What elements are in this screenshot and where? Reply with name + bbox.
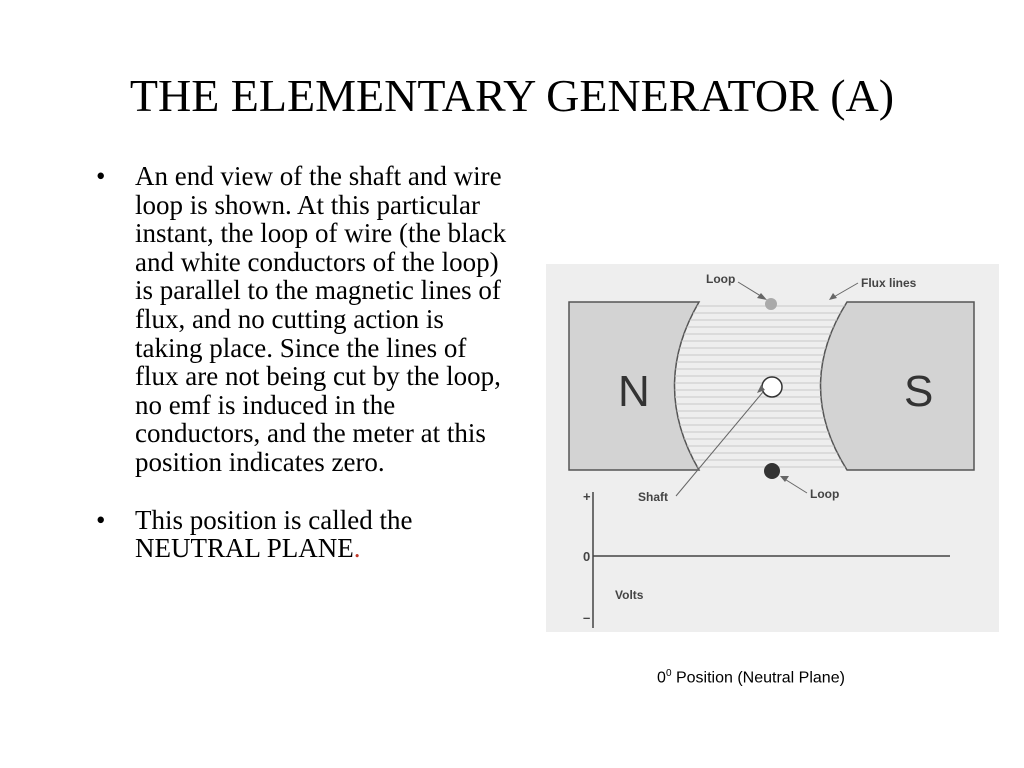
flux-lines-label: Flux lines [861, 276, 917, 290]
bullet-text: This position is called the NEUTRAL PLANE [135, 504, 413, 564]
caption-text: Position (Neutral Plane) [671, 669, 845, 687]
bullet-list [96, 162, 516, 563]
figure-caption [546, 663, 956, 689]
bullet-dot-icon: • [96, 504, 106, 535]
shaft-icon [762, 377, 782, 397]
loop-top-label: Loop [706, 272, 736, 286]
south-label: S [904, 367, 934, 416]
south-pole [821, 302, 975, 470]
volts-label: Volts [615, 588, 644, 602]
axis-minus-label: – [583, 610, 591, 625]
generator-figure [546, 264, 999, 632]
bullet-item [96, 162, 516, 477]
bullet-item [96, 506, 516, 563]
caption-degree-sup: 0 [665, 668, 672, 679]
shaft-label: Shaft [638, 490, 668, 504]
loop-bottom-label: Loop [810, 487, 840, 501]
slide-title: THE ELEMENTARY GENERATOR (A) [129, 70, 895, 121]
north-label: N [618, 367, 650, 416]
bullet-period: . [353, 533, 361, 564]
generator-diagram [546, 264, 999, 632]
bullet-text: An end view of the shaft and wire loop is shown. At this particular instant, the loop of wire (the black and white conductors of the loop) is parallel to the magnetic lines of flux, and no cutting action is taking place. Since the lines of flux are not being cut by the loop, no emf is induced in the conductors, and the meter at this position indicates zero. [135, 161, 507, 477]
axis-plus-label: + [583, 489, 591, 504]
axis-zero-label: 0 [583, 549, 591, 564]
caption-degree: 0 [657, 669, 666, 687]
black-conductor-icon [764, 463, 780, 479]
bullet-dot-icon: • [96, 161, 106, 191]
